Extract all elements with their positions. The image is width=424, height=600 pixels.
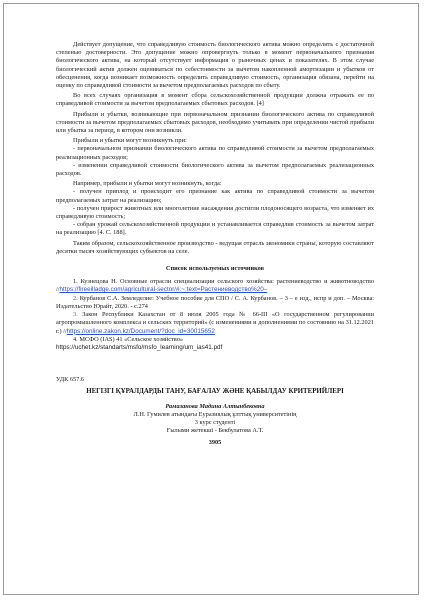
- paragraph: Во всех случаях организация в момент сбора сельскохозяйственной продукции должна отражать ее по справедливой стоимости за вычетом предполагаемых сбытовых расходов. [4]: [56, 92, 374, 108]
- source-number: 3.: [73, 311, 78, 319]
- sources-heading: Список используемых источников: [165, 265, 265, 273]
- udk-code: УДК 657.6: [56, 376, 85, 384]
- paragraph: Например, прибыли и убытки могут возникнуть, когда:: [73, 180, 222, 188]
- list-item: - получен прирост животных или многолетние насаждения достигли плодоносящего возраста, что изменяет их справедливую стоимость;: [56, 204, 374, 221]
- list-item: - первоначальном признании биологического актива по справедливой стоимости за вычетом предполагаемых реализационных расходов;: [56, 145, 374, 161]
- source-item: [56, 295, 374, 311]
- paragraph: Прибыли и убытки, возникающие при первоначальном признании биологического актива по справедливой стоимости за вычетом предполагаемых сбытовых расходов, необходимо учитывать при определении чистой прибыли или убытка за период, в котором они возникли.: [56, 110, 374, 135]
- page-number: 3905: [208, 439, 222, 447]
- document-page: [3, 3, 419, 595]
- source-link[interactable]: https://online.zakon.kz/Document/?doc_id=30015652: [66, 327, 215, 335]
- author-name: Рамазанова Мадина Алтынбековна: [165, 402, 265, 410]
- source-url-plain: https://uchet.kz/standarts/msfo/msfo_learning/um_ias41.pdf: [56, 343, 223, 351]
- paragraph: Действует допущение, что справедливую стоимость биологического актива можно определить с достаточной степенью достоверности. Это допущение можно опровергнуть только в момент первоначального признания биологического актива, на который отсутствует информация о рыночных ценах и показателях. В этом случае биологический актив должен оцениваться по себестоимости за вычетом накопленной амортизации и убытков от обесценения, когда возникает возможность определить справедливую стоимость, организация обязана, перейти на оценку по справедливой стоимости за вычетом предполагаемых расходов по сбыту.: [56, 41, 374, 90]
- author-course: 3 курс студенті: [194, 418, 236, 426]
- article-title: НЕГІЗГІ ҚҰРАЛДАРДЫ ТАНУ, БАҒАЛАУ ЖӘНЕ ҚАБЫЛДАУ КРИТЕРИЙЛЕРІ: [86, 388, 344, 396]
- source-number: 4.: [73, 335, 78, 343]
- author-affiliation: Л.Н. Гумилев атындағы Еуразиялық ұлттық университетінің: [133, 410, 297, 418]
- source-number: 1.: [73, 278, 78, 286]
- scientific-advisor: Ғылыми жетекші - Бекбулатова А.Т.: [166, 427, 264, 435]
- paragraph: Таким образом, сельскохозяйственное производство - ведущая отрасль экономики страны, которую составляют десятки тысяч хозяйствующих субъектов на селе.: [56, 239, 374, 255]
- source-text: Кузнецова Н. Основные отрасли специализации сельского хозяйства: растениеводство и животноводство //: [56, 278, 375, 294]
- list-item: - изменении справедливой стоимости биологического актива за вычетом предполагаемых реализационных расходов.: [56, 161, 374, 178]
- page-content: [56, 41, 374, 448]
- source-item: [56, 278, 374, 294]
- source-text: МСФО (IAS) 41 «Сельское хозяйство»: [79, 335, 184, 343]
- source-number: 2.: [73, 294, 78, 302]
- source-text: Курбанов С.А. Земледелие: Учебное пособие для СПО / С. А. Курбанов. – 3 – е изд., испр и доп. – Москва: Издательство Юрайт, 2020. - с.274: [56, 294, 374, 310]
- list-item: - собран урожай сельскохозяйственной продукции и устанавливается справедлив стоимость за вычетом затрат на реализацию [4. С. 188].: [56, 221, 374, 237]
- list-item: - получен приплод и происходит его признание как актива по справедливой стоимости за вычетом предполагаемых затрат на реализацию;: [56, 188, 374, 204]
- source-item: [56, 336, 374, 344]
- source-text: Закон Республики Казахстан от 8 июля 2005 года № 66-III «О государственном регулировании агропромышленного комплекса и сельских территорий» (с изменениями и дополнениями по состоянию на 31.12.2021 г.) //: [56, 311, 374, 335]
- source-item: [56, 311, 374, 336]
- paragraph: Прибыли и убытки могут возникнуть при:: [73, 137, 187, 145]
- source-link[interactable]: https://fireeilladge.com/agricultural-sector/#:~:text=Растениеводство%20–: [59, 286, 268, 294]
